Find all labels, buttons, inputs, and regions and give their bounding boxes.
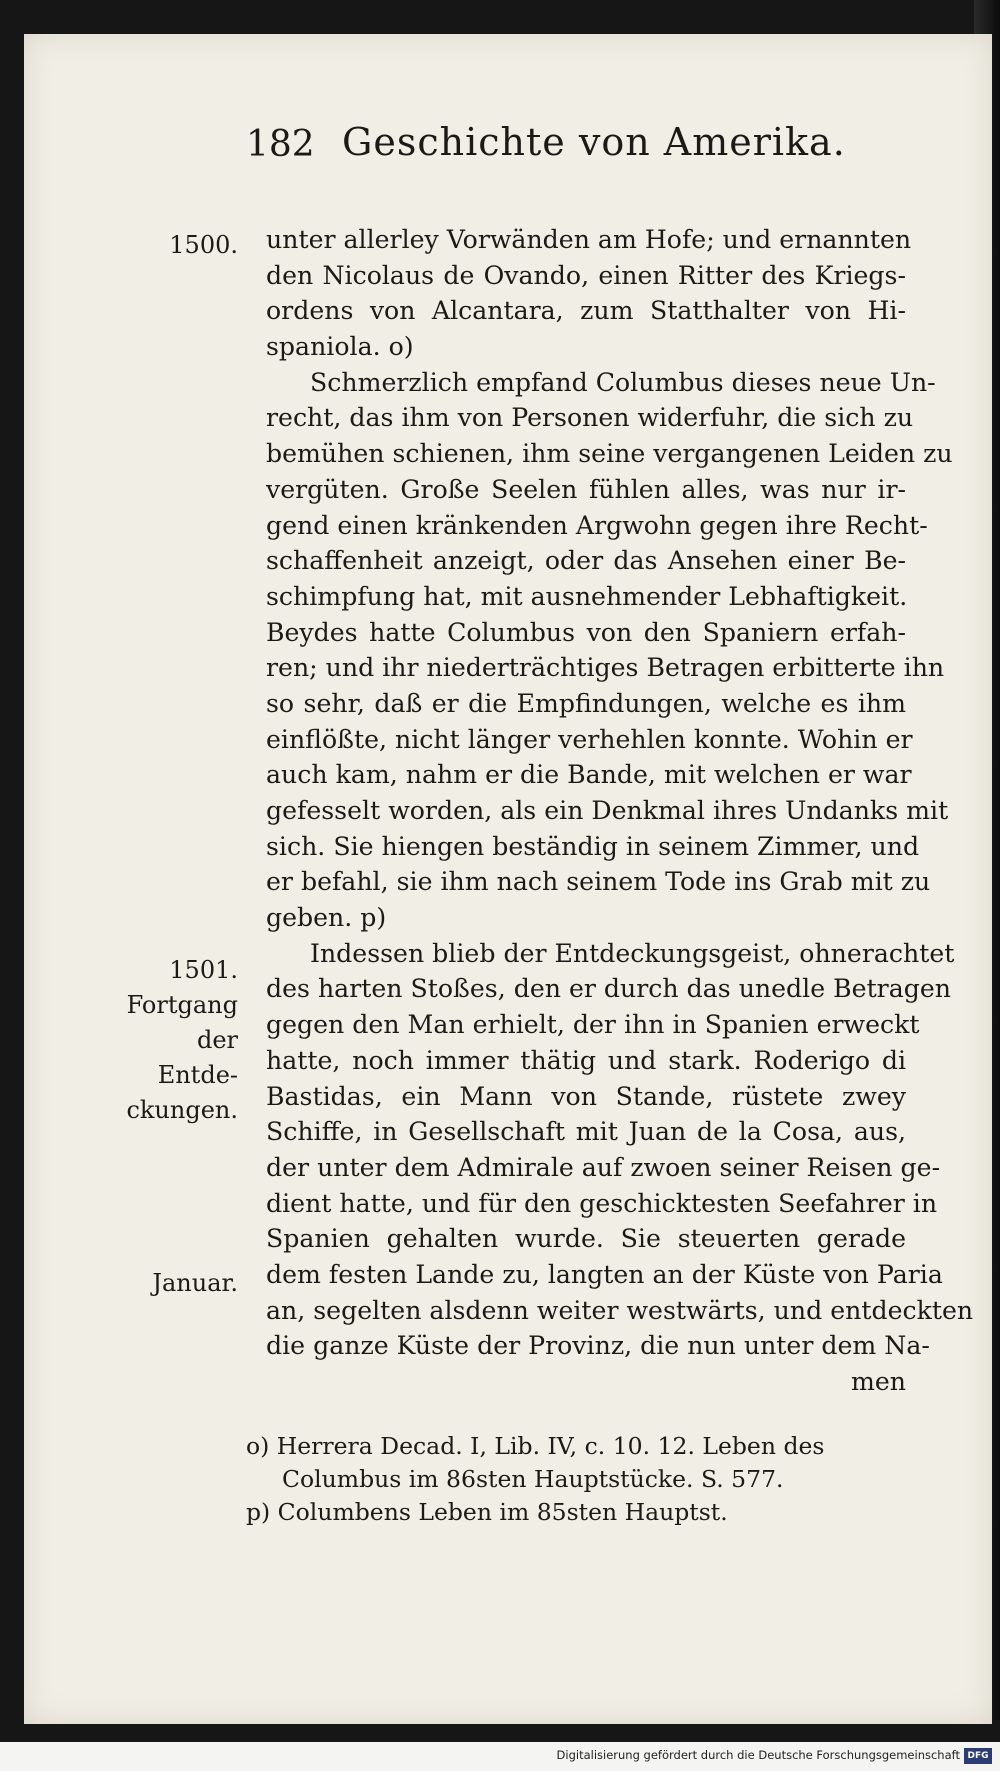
text-line: so sehr, daß er die Empfindungen, welche es ihm (266, 688, 906, 718)
text-line: Schmerzlich empfand Columbus dieses neue Un- (310, 367, 936, 397)
digitization-footer (0, 1742, 1000, 1771)
funding-credit: Digitalisierung gefördert durch die Deutsche Forschungsgemeinschaft (556, 1748, 960, 1762)
text-line: einflößte, nicht länger verhehlen konnte. Wohin er (266, 724, 913, 754)
margin-topic-line: ckungen. (126, 1096, 238, 1124)
text-line: Bastidas, ein Mann von Stande, rüstete zwey (266, 1081, 906, 1111)
text-line: unter allerley Vorwänden am Hofe; und ernannten (266, 225, 912, 254)
text-line: vergüten. Große Seelen fühlen alles, was nur ir- (266, 474, 906, 504)
text-line: recht, das ihm von Personen widerfuhr, die sich zu (266, 403, 914, 433)
text-line: der unter dem Admirale auf zwoen seiner Reisen ge- (266, 1152, 941, 1182)
text-line: hatte, noch immer thätig und stark. Roderigo di (266, 1045, 906, 1075)
text-line: an, segelten alsdenn weiter westwärts, und entdeckten (266, 1295, 974, 1325)
text-line: schimpfung hat, mit ausnehmender Lebhaftigkeit. (266, 581, 908, 611)
text-line: dient hatte, und für den geschicktesten Seefahrer in (266, 1188, 938, 1218)
body-text (266, 222, 974, 1400)
dfg-logo-icon: DFG (964, 1748, 992, 1764)
page-title: Geschichte von Amerika. (342, 120, 846, 164)
text-line: Spanien gehalten wurde. Sie steuerten gerade (266, 1224, 906, 1254)
margin-topic-line: der Entde- (157, 1026, 238, 1089)
text-line: gend einen kränkenden Argwohn gegen ihre Recht- (266, 510, 928, 540)
text-line: Schiffe, in Gesellschaft mit Juan de la Cosa, aus, (266, 1117, 906, 1147)
text-line: sich. Sie hiengen beständig in seinem Zimmer, und (266, 831, 920, 861)
text-line: gegen den Man erhielt, der ihn in Spanien erweckt (266, 1010, 920, 1040)
footnote-o-continued: Columbus im 86sten Hauptstücke. S. 577. (282, 1465, 784, 1493)
running-head (246, 116, 946, 176)
text-line: geben. p) (266, 903, 387, 933)
text-line: die ganze Küste der Provinz, die nun unter dem Na- (266, 1331, 930, 1361)
margin-topic-line: Fortgang (126, 991, 238, 1019)
margin-year-1500: 1500. (169, 231, 238, 259)
page-number: 182 (246, 124, 315, 165)
text-line: gefesselt worden, als ein Denkmal ihres Undanks mit (266, 796, 949, 825)
text-line: schaffenheit anzeigt, oder das Ansehen einer Be- (266, 546, 906, 576)
text-line: dem festen Lande zu, langten an der Küste von Paria (266, 1259, 943, 1289)
text-line: spaniola. o) (266, 332, 414, 362)
margin-year-1501: 1501. (169, 956, 238, 984)
footnotes (246, 1430, 906, 1529)
text-line: den Nicolaus de Ovando, einen Ritter des Kriegs- (266, 260, 906, 290)
text-line: er befahl, sie ihm nach seinem Tode ins Grab mit zu (266, 867, 931, 897)
footnote-o: o) Herrera Decad. I, Lib. IV, c. 10. 12. Leben des (246, 1432, 825, 1460)
text-line: Indessen blieb der Entdeckungsgeist, ohnerachtet (310, 938, 955, 968)
text-line: ordens von Alcantara, zum Statthalter von Hi- (266, 296, 906, 326)
text-line: ren; und ihr niederträchtiges Betragen erbitterte ihn (266, 653, 945, 683)
catchword: men (850, 1367, 906, 1396)
margin-month: Januar. (152, 1269, 238, 1297)
text-line: Beydes hatte Columbus von den Spaniern erfah- (266, 617, 906, 647)
text-line: auch kam, nahm er die Bande, mit welchen er war (266, 760, 912, 790)
text-line: bemühen schienen, ihm seine vergangenen Leiden zu (266, 439, 953, 469)
margin-note-topic (120, 953, 238, 1128)
margin-note-year (130, 228, 238, 263)
margin-note-month (130, 1266, 238, 1301)
text-line: des harten Stoßes, den er durch das unedle Betragen (266, 974, 951, 1004)
footnote-p: p) Columbens Leben im 85sten Hauptst. (246, 1498, 728, 1526)
